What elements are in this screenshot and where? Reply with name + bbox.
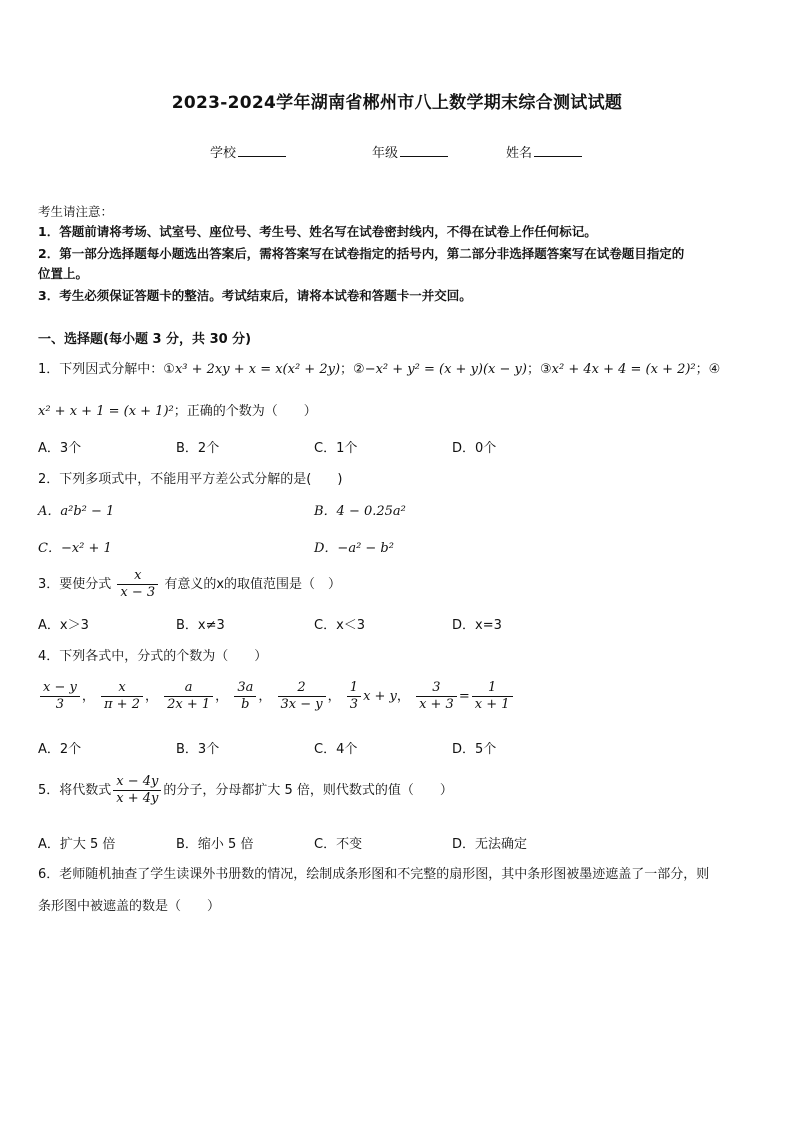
q1-expr-1: x³ + 2xy + x = x(x² + 2y): [174, 362, 341, 377]
q4-fraction-4: $\frac{3a}{b}$: [234, 680, 256, 713]
q1-expr-3: x² + 4x + 4 = (x + 2)²: [551, 362, 696, 377]
q1-option-d[interactable]: D．0个: [452, 441, 497, 456]
question-5-stem: [38, 774, 453, 807]
q3-option-c[interactable]: C．x＜3: [314, 618, 366, 633]
q3-option-d[interactable]: D．x=3: [452, 618, 502, 633]
school-blank[interactable]: [238, 144, 286, 157]
q4-option-b[interactable]: B．3个: [176, 742, 220, 757]
q1-option-a[interactable]: A．3个: [38, 441, 82, 456]
school-label: 学校: [210, 146, 237, 161]
grade-field[interactable]: [372, 142, 448, 161]
notice-heading: 考生请注意：: [38, 204, 114, 219]
q1-circle-1: ①: [163, 362, 175, 377]
q4-fraction-6: $\frac{1}{3}$: [347, 680, 361, 713]
q1-sep-3: ；: [695, 362, 709, 377]
q2-option-c[interactable]: C．−x² + 1: [38, 541, 112, 556]
q3-numerator: x: [117, 568, 158, 585]
q5-prefix: 5．将代数式: [38, 783, 112, 798]
q3-option-b[interactable]: B．x≠3: [176, 618, 225, 633]
notice-item-2: 2．第一部分选择题每小题选出答案后，需将答案写在试卷指定的括号内，第二部分非选择题答案写在试卷题目指定的: [38, 246, 685, 261]
q2-option-b[interactable]: B．4 − 0.25a²: [314, 504, 406, 519]
name-field[interactable]: [506, 142, 582, 161]
name-blank[interactable]: [534, 144, 582, 157]
q4-option-c[interactable]: C．4个: [314, 742, 358, 757]
q4-fraction-3: $\frac{a}{2x + 1}$: [164, 680, 213, 713]
q1-expr-4: x² + x + 1 = (x + 1)²: [38, 404, 174, 419]
page-title: 2023-2024学年湖南省郴州市八上数学期末综合测试试题: [171, 93, 623, 113]
grade-blank[interactable]: [400, 144, 448, 157]
q5-option-c[interactable]: C．不变: [314, 837, 363, 852]
q5-numerator: x − 4y: [113, 774, 161, 791]
q2-option-a[interactable]: A．a²b² − 1: [38, 504, 115, 519]
q4-expressions: $\frac{x - y}{3}$ ， $\frac{x}{\pi + 2}$ ， $\frac{a}{2x + 1}$ ， $\frac{3a}{b}$ ， $\frac{2}{3x - y}$ ， $\frac{1}{3}$ x + y， $\frac{3}{x + 3}$ = $\frac{1}{x + 1}$: [38, 680, 515, 713]
q1-circle-2: ②: [353, 362, 365, 377]
q4-fraction-5: $\frac{2}{3x - y}$: [278, 680, 326, 713]
q3-option-a[interactable]: A．x＞3: [38, 618, 89, 633]
q3-denominator: x − 3: [120, 585, 156, 600]
q1-prefix: 1．下列因式分解中：: [38, 362, 164, 377]
grade-label: 年级: [372, 146, 399, 161]
question-6-stem: 6．老师随机抽查了学生读课外书册数的情况，绘制成条形图和不完整的扇形图，其中条形图被墨迹遮盖了一部分，则: [38, 867, 710, 882]
q4-fraction-2: $\frac{x}{\pi + 2}$: [101, 680, 143, 713]
question-6-stem-cont: 条形图中被遮盖的数是（ ）: [38, 899, 221, 914]
q1-option-b[interactable]: B．2个: [176, 441, 220, 456]
question-1-stem: [38, 358, 720, 377]
q4-fraction-6-rest: x + y: [363, 689, 397, 704]
q5-suffix: 的分子，分母都扩大 5 倍，则代数式的值（ ）: [163, 783, 453, 798]
q3-prefix: 3．要使分式: [38, 577, 112, 592]
q4-fraction-7: $\frac{3}{x + 3}$: [416, 680, 457, 713]
q1-circle-4: ④: [708, 362, 721, 377]
q1-sep-2: ；: [526, 362, 540, 377]
q1-expr-2: −x² + y² = (x + y)(x − y): [364, 362, 527, 377]
question-1-stem-cont: [38, 400, 317, 419]
q4-option-a[interactable]: A．2个: [38, 742, 82, 757]
notice-item-3: 3．考生必须保证答题卡的整洁。考试结束后，请将本试卷和答题卡一并交回。: [38, 288, 472, 303]
q3-suffix: 有意义的x的取值范围是（ ）: [164, 577, 342, 592]
question-4-stem: 4．下列各式中，分式的个数为（ ）: [38, 649, 268, 664]
q5-option-a[interactable]: A．扩大 5 倍: [38, 837, 116, 852]
q2-option-d[interactable]: D．−a² − b²: [314, 541, 394, 556]
q1-circle-3: ③: [539, 362, 552, 377]
q4-equals: =: [458, 689, 470, 704]
section-heading: 一、选择题(每小题 3 分，共 30 分): [38, 332, 252, 347]
question-2-stem: 2．下列多项式中，不能用平方差公式分解的是( ): [38, 472, 343, 487]
name-label: 姓名: [506, 146, 533, 161]
question-3-stem: [38, 568, 341, 601]
q4-option-d[interactable]: D．5个: [452, 742, 497, 757]
q4-fraction-8: $\frac{1}{x + 1}$: [472, 680, 513, 713]
q1-sep-1: ；: [340, 362, 354, 377]
notice-item-1: 1．答题前请将考场、试室号、座位号、考生号、姓名写在试卷密封线内，不得在试卷上作任何标记。: [38, 224, 597, 239]
q4-fraction-1: $\frac{x - y}{3}$: [40, 680, 80, 713]
q5-option-d[interactable]: D．无法确定: [452, 837, 528, 852]
notice-item-2-cont: 位置上。: [38, 266, 89, 281]
school-field[interactable]: [210, 142, 286, 161]
q5-fraction: [113, 774, 161, 807]
q1-option-c[interactable]: C．1个: [314, 441, 358, 456]
q5-option-b[interactable]: B．缩小 5 倍: [176, 837, 254, 852]
q1-suffix: ；正确的个数为（ ）: [173, 404, 317, 419]
q3-fraction: [117, 568, 158, 601]
q5-denominator: x + 4y: [116, 791, 159, 806]
